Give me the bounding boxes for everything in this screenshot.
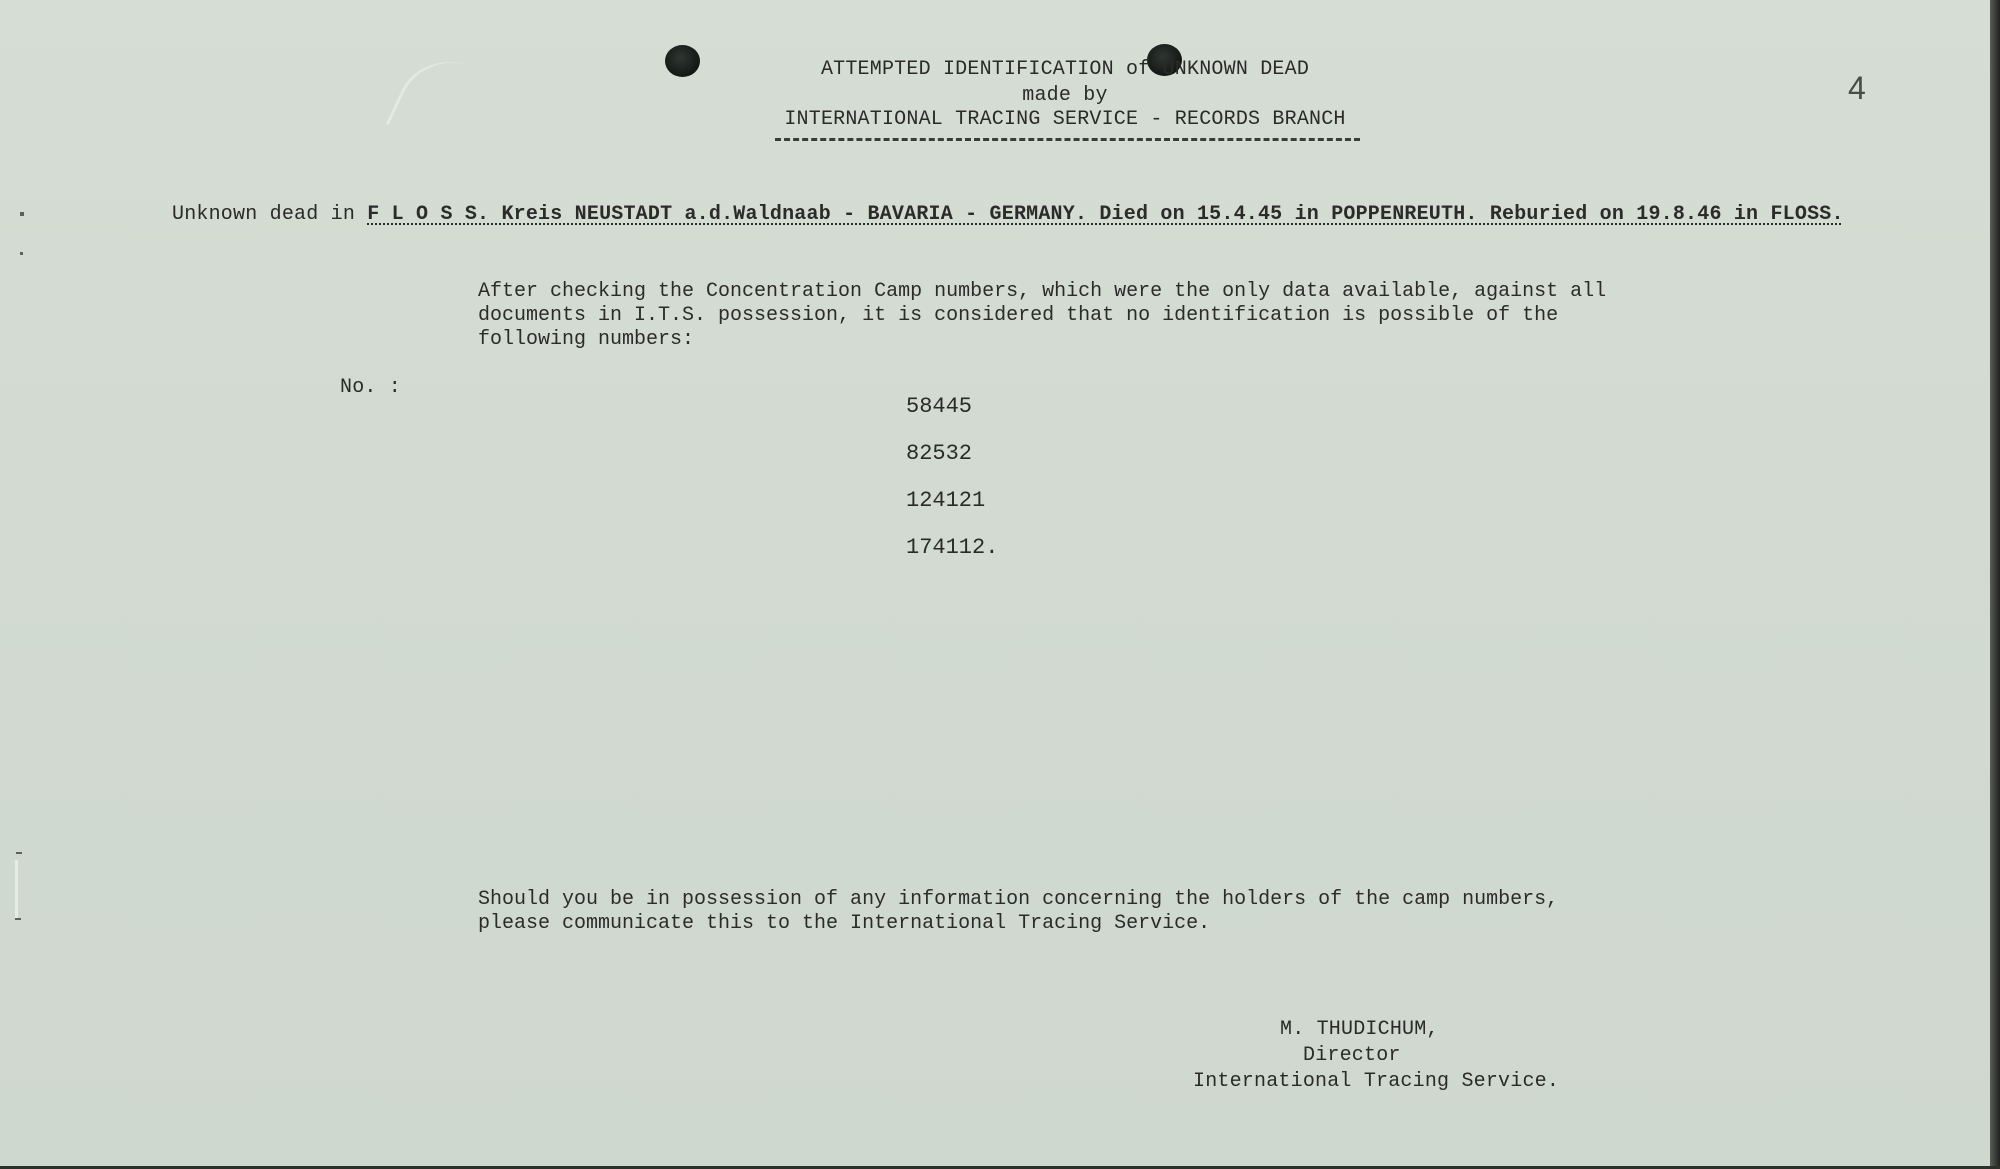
camp-number: 58445 <box>906 394 973 419</box>
unknown-dead-prefix: Unknown dead in <box>172 203 356 226</box>
camp-numbers-list <box>906 392 998 580</box>
signature-title: Director <box>1303 1044 1401 1067</box>
signature-organization: International Tracing Service. <box>1193 1070 1560 1093</box>
camp-number: 174112. <box>906 535 999 560</box>
intro-line: After checking the Concentration Camp numbers, which were the only data available, against all <box>478 280 1607 303</box>
margin-mark <box>16 852 22 854</box>
camp-number: 82532 <box>906 441 973 466</box>
header-title: ATTEMPTED IDENTIFICATION of UNKNOWN DEAD <box>820 58 1310 81</box>
signature-name: M. THUDICHUM, <box>1280 1018 1439 1041</box>
header-made-by: made by <box>1022 84 1108 107</box>
intro-line: following numbers: <box>478 328 695 351</box>
paper-smudge <box>386 42 517 167</box>
unknown-dead-location: F L O S S. Kreis NEUSTADT a.d.Waldnaab - BAVARIA - GERMANY. Died on 15.4.45 in POPPENREUTH. Reburied on 19.8.46 in FLOSS. <box>367 203 1844 226</box>
camp-number: 124121 <box>906 488 986 513</box>
scan-edge-right <box>1990 0 2000 1169</box>
margin-mark <box>15 918 21 920</box>
punch-hole-left <box>665 45 700 77</box>
header-organization: INTERNATIONAL TRACING SERVICE - RECORDS BRANCH <box>784 108 1346 131</box>
margin-mark <box>20 212 24 216</box>
closing-paragraph <box>478 888 1558 936</box>
margin-mark <box>15 860 18 920</box>
closing-line: please communicate this to the International Tracing Service. <box>478 912 1211 935</box>
margin-mark <box>20 252 23 255</box>
page-number: 4 <box>1848 70 1866 106</box>
unknown-dead-line <box>172 203 1844 226</box>
header-underline <box>775 138 1360 141</box>
numbers-label: No. : <box>340 376 402 399</box>
intro-paragraph <box>478 280 1606 352</box>
closing-line: Should you be in possession of any information concerning the holders of the camp numbers, <box>478 888 1559 911</box>
intro-line: documents in I.T.S. possession, it is considered that no identification is possible of the <box>478 304 1559 327</box>
